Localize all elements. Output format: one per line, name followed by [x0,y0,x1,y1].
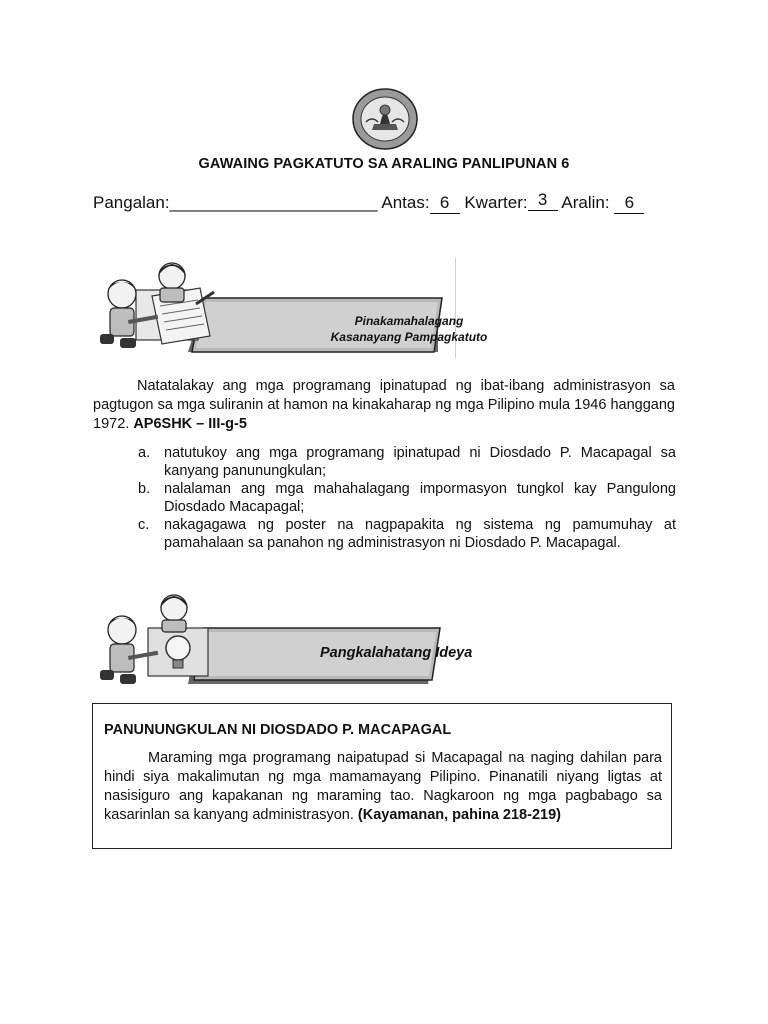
lesson-label: Aralin: [561,193,610,212]
banner-heading: Pangkalahatang Ideya [320,645,473,661]
student-info-line [93,190,644,214]
kids-with-lightbulb-illustration [92,588,464,690]
info-box-title: PANUNUNGKULAN NI DIOSDADO P. MACAPAGAL [104,722,452,738]
banner-heading-line2: Kasanayang Pampagkatuto [330,330,488,344]
banner-learning-competency [92,256,488,356]
document-title: GAWAING PAGKATUTO SA ARALING PANLIPUNAN 6 [198,156,570,172]
banner-general-idea [92,588,473,688]
school-seal-logo [352,88,418,150]
lightbulb-icon [166,636,190,660]
quarter-label: Kwarter: [464,193,528,212]
list-item: a. natutukoy ang mga programang ipinatupad ni Diosdado P. Macapagal sa kanyang panunungkulan; [138,445,676,479]
info-box-text: Maraming mga programang naipatupad si Macapagal na naging dahilan para hindi siya makalimutan ng mga mamamayang Pilipino. Pinanatili niyang ligtas at nasisiguro ang kapakanan ng maraming tao. Nagkaroon ng mga pagbabago sa kasarinlan sa kanyang administrasyon. [104,750,662,823]
name-blank[interactable]: ______________________ [169,193,378,212]
competency-code: AP6SHK – III-g-5 [133,416,247,432]
quarter-value[interactable]: 3 [528,190,558,211]
competency-text: Natatalakay ang mga programang ipinatupad ng ibat-ibang administrasyon sa pagtugon sa mga suliranin at hamon na kinakaharap ng mga Pilipino mula 1946 hanggang 1972. [93,378,675,432]
info-box-body [104,749,662,825]
info-box-reference: (Kayamanan, pahina 218-219) [357,807,561,823]
banner-heading-line1: Pinakamahalagang [354,314,464,328]
lesson-value[interactable]: 6 [614,193,644,214]
name-label: Pangalan: [93,193,170,212]
list-item: c. nakagagawa ng poster na nagpapakita ng sistema ng pamumuhay at pamahalaan sa panahon ng administrasyon ni Diosdado P. Macapagal. [138,517,676,551]
banner-heading [284,313,534,345]
list-item: b. nalalaman ang mga mahahalagang impormasyon tungkol kay Pangulong Diosdado Macapagal; [138,481,676,515]
competency-paragraph [93,377,675,434]
objectives-list [138,444,676,552]
info-box [92,703,672,849]
grade-value[interactable]: 6 [430,193,460,214]
grade-label: Antas: [381,193,430,212]
